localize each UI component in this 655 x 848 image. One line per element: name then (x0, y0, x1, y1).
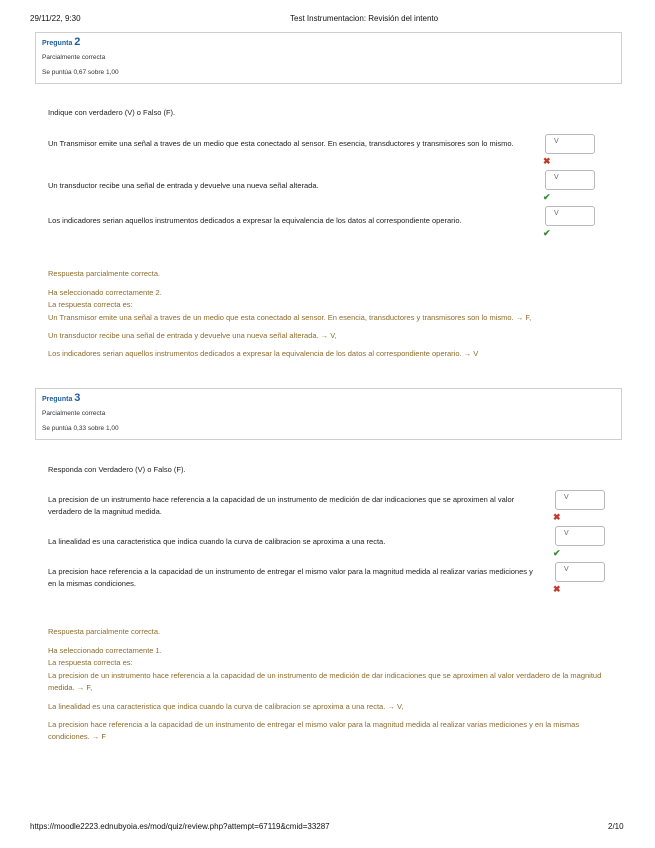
print-datetime: 29/11/22, 9:30 (30, 14, 81, 23)
question-score: Se puntúa 0,33 sobre 1,00 (42, 425, 119, 432)
answer-select-1[interactable]: V (555, 490, 605, 510)
print-url: https://moodle2223.ednubyoia.es/mod/quiz/review.php?attempt=67119&cmid=33287 (30, 822, 330, 831)
print-page-title: Test Instrumentacion: Revisión del intento (290, 14, 439, 23)
answer-select-2[interactable]: V (545, 170, 595, 190)
question-number: Pregunta 2 (42, 36, 81, 48)
answer-select-3[interactable]: V (555, 562, 605, 582)
answer-select-2[interactable]: V (555, 526, 605, 546)
statement-1: La precision de un instrumento hace referencia a la capacidad de un instrumento de medición de dar indicaciones que se aproximen al valor verdadero de la magnitud medida. (48, 495, 515, 516)
question-prompt: Indique con verdadero (V) o Falso (F). (48, 108, 176, 117)
feedback-line-1: Un Transmisor emite una señal a traves de un medio que esta conectado al sensor. En esencia, transductores y transmisores son lo mismo. → F, (48, 313, 532, 322)
incorrect-icon: ✖ (553, 584, 561, 594)
print-page-number: 2/10 (608, 822, 624, 831)
feedback-summary: Respuesta parcialmente correcta. (48, 269, 161, 278)
feedback-summary: Respuesta parcialmente correcta. (48, 627, 161, 636)
question-state: Parcialmente correcta (42, 54, 106, 61)
correct-icon: ✔ (543, 192, 551, 202)
answer-select-3[interactable]: V (545, 206, 595, 226)
feedback-line-2: La linealidad es una caracteristica que indica cuando la curva de calibracion se aproxima a una recta. → V, (48, 702, 404, 711)
feedback-correct-intro: La respuesta correcta es: (48, 658, 133, 667)
question-state: Parcialmente correcta (42, 410, 106, 417)
feedback-line-3: Los indicadores serian aquellos instrumentos dedicados a expresar la equivalencia de los datos al correspondiente operario. → V (48, 349, 479, 358)
incorrect-icon: ✖ (543, 156, 551, 166)
feedback-selected: Ha seleccionado correctamente 1. (48, 646, 162, 655)
incorrect-icon: ✖ (553, 512, 561, 522)
question-number: Pregunta 3 (42, 392, 81, 404)
answer-select-1[interactable]: V (545, 134, 595, 154)
statement-3: La precision hace referencia a la capacidad de un instrumento de entregar el mismo valor para la magnitud medida al realizar varias mediciones y en la mismas condiciones. (48, 567, 533, 588)
statement-1: Un Transmisor emite una señal a traves de un medio que esta conectado al sensor. En esencia, transductores y transmisores son lo mismo. (48, 139, 514, 148)
question-prompt: Responda con Verdadero (V) o Falso (F). (48, 465, 186, 474)
statement-2: Un transductor recibe una señal de entrada y devuelve una nueva señal alterada. (48, 181, 319, 190)
feedback-line-1: La precision de un instrumento hace referencia a la capacidad de un instrumento de medición de dar indicaciones que se aproximen al valor verdadero de la magnitud medida. → F, (48, 671, 602, 692)
feedback-line-2: Un transductor recibe una señal de entrada y devuelve una nueva señal alterada. → V, (48, 331, 337, 340)
correct-icon: ✔ (543, 228, 551, 238)
feedback-line-3: La precision hace referencia a la capacidad de un instrumento de entregar el mismo valor para la magnitud medida al realizar varias mediciones y en la mismas condiciones. → F (48, 720, 580, 741)
statement-2: La linealidad es una caracteristica que indica cuando la curva de calibracion se aproxima a una recta. (48, 537, 386, 546)
correct-icon: ✔ (553, 548, 561, 558)
question-info-box (35, 388, 622, 440)
question-score: Se puntúa 0,67 sobre 1,00 (42, 69, 119, 76)
statement-3: Los indicadores serian aquellos instrumentos dedicados a expresar la equivalencia de los datos al correspondiente operario. (48, 216, 462, 225)
feedback-selected: Ha seleccionado correctamente 2. (48, 288, 162, 297)
feedback-correct-intro: La respuesta correcta es: (48, 300, 133, 309)
question-info-box (35, 32, 622, 84)
